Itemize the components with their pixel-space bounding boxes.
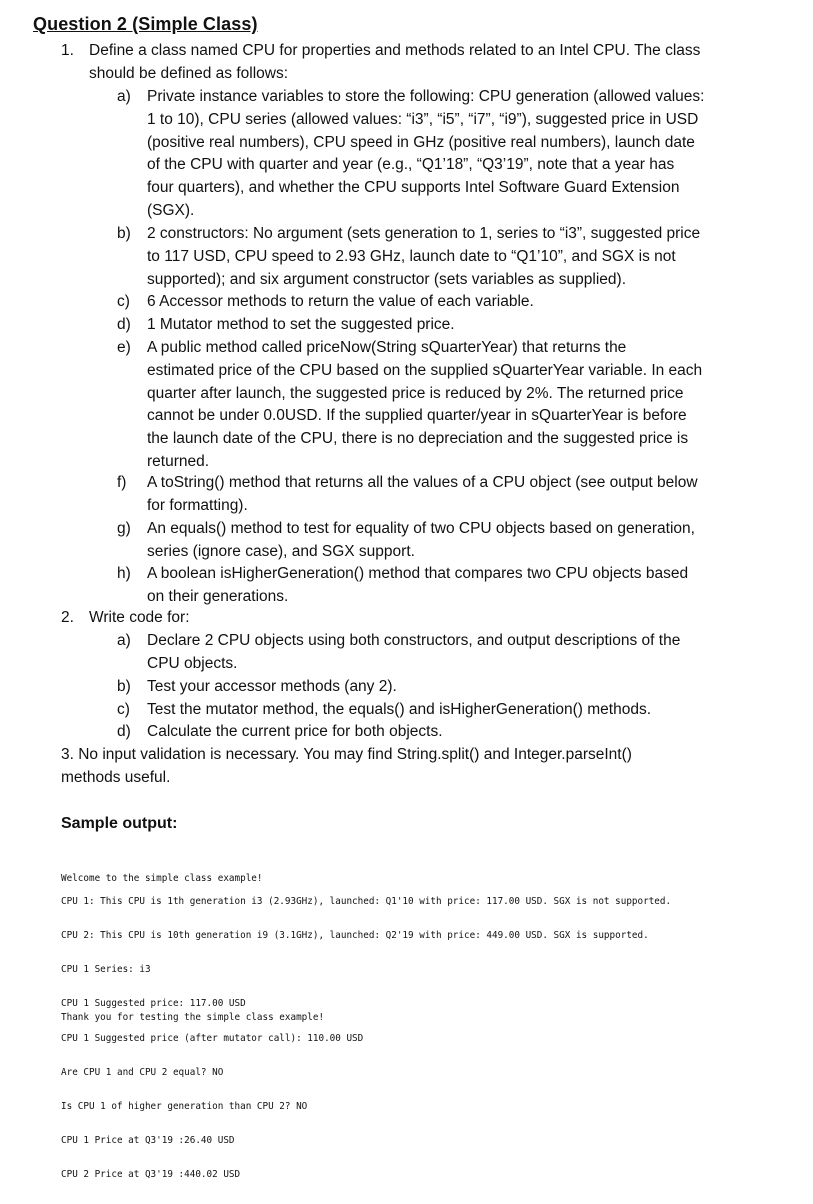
- item-text: [147, 518, 695, 564]
- text-line: (positive real numbers), CPU speed in GHz (positive real numbers), launch date: [147, 133, 695, 151]
- text-line: An equals() method to test for equality of two CPU objects based on generation,: [147, 520, 695, 537]
- item-text: [147, 699, 651, 722]
- item-label: b): [117, 225, 131, 242]
- item-label: c): [117, 701, 130, 718]
- item-text: [147, 721, 443, 744]
- console-line: Are CPU 1 and CPU 2 equal? NO: [61, 1066, 224, 1078]
- text-line: A public method called priceNow(String sQuarterYear) that returns the: [147, 339, 627, 356]
- text-line: Define a class named CPU for properties and methods related to an Intel CPU. The class: [89, 42, 701, 59]
- text-line: Test the mutator method, the equals() and isHigherGeneration() methods.: [147, 701, 652, 718]
- item-label: f): [117, 474, 127, 491]
- console-line: CPU 1: This CPU is 1th generation i3 (2.93GHz), launched: Q1'10 with price: 117.00 USD. SGX is not supported.: [61, 895, 672, 907]
- question-1-text: [89, 40, 700, 86]
- text-line: estimated price of the CPU based on the supplied sQuarterYear variable. In each: [147, 361, 703, 379]
- text-line: CPU objects.: [147, 654, 238, 672]
- item-label: g): [117, 520, 131, 537]
- console-line: CPU 1 Suggested price (after mutator call): 110.00 USD: [61, 1032, 364, 1044]
- text-line: cannot be under 0.0USD. If the supplied quarter/year in sQuarterYear is before: [147, 407, 687, 425]
- item-label: c): [117, 293, 130, 310]
- text-line: should be defined as follows:: [89, 64, 289, 82]
- item-label: h): [117, 565, 131, 582]
- console-line: CPU 1 Price at Q3'19 :26.40 USD: [61, 1135, 235, 1147]
- item-text: [147, 86, 704, 223]
- text-line: Calculate the current price for both objects.: [147, 723, 443, 740]
- question-2-number: 2.: [61, 609, 74, 626]
- text-line: methods useful.: [61, 768, 171, 786]
- text-line: 1 to 10), CPU series (allowed values: “i3”, “i5”, “i7”, “i9”), suggested price in USD: [147, 110, 699, 128]
- text-line: on their generations.: [147, 587, 289, 605]
- text-line: A boolean isHigherGeneration() method that compares two CPU objects based: [147, 565, 689, 582]
- text-line: 2 constructors: No argument (sets generation to 1, series to “i3”, suggested price: [147, 225, 701, 242]
- text-line: the launch date of the CPU, there is no depreciation and the suggested price is: [147, 430, 689, 448]
- item-text: [147, 314, 455, 337]
- item-label: a): [117, 632, 131, 649]
- text-line: 1 Mutator method to set the suggested price.: [147, 316, 455, 333]
- question-1-number: 1.: [61, 42, 74, 59]
- item-text: [147, 630, 680, 676]
- item-label: a): [117, 88, 131, 105]
- console-line: CPU 1 Suggested price: 117.00 USD: [61, 998, 246, 1010]
- text-line: for formatting).: [147, 496, 248, 514]
- item-text: [147, 291, 534, 314]
- text-line: (SGX).: [147, 201, 195, 219]
- item-text: [147, 676, 397, 699]
- text-line: of the CPU with quarter and year (e.g., “Q1’18”, “Q3’19”, note that a year has: [147, 156, 675, 174]
- text-line: Test your accessor methods (any 2).: [147, 678, 397, 695]
- text-line: 6 Accessor methods to return the value of each variable.: [147, 293, 534, 310]
- text-line: Private instance variables to store the following: CPU generation (allowed values:: [147, 88, 705, 105]
- item-text: [147, 337, 702, 474]
- text-line: returned.: [147, 452, 210, 470]
- text-line: Write code for:: [89, 609, 190, 626]
- question-3: [61, 744, 632, 790]
- text-line: to 117 USD, CPU speed to 2.93 GHz, launch date to “Q1’10”, and SGX is not: [147, 247, 676, 265]
- item-text: [147, 223, 700, 291]
- text-line: supported); and six argument constructor (sets variables as supplied).: [147, 270, 627, 288]
- console-line: CPU 2 Price at Q3'19 :440.02 USD: [61, 1169, 241, 1181]
- question-2-text: [89, 607, 190, 630]
- text-line: 3. No input validation is necessary. You may find String.split() and Integer.parseInt(): [61, 746, 632, 763]
- console-line: CPU 2: This CPU is 10th generation i9 (3.1GHz), launched: Q2'19 with price: 449.00 USD. SGX is supported.: [61, 930, 649, 942]
- item-label: b): [117, 678, 131, 695]
- console-line: Thank you for testing the simple class example!: [61, 1011, 325, 1023]
- text-line: A toString() method that returns all the values of a CPU object (see output below: [147, 474, 698, 491]
- text-line: series (ignore case), and SGX support.: [147, 542, 415, 560]
- question-title: Question 2 (Simple Class): [33, 14, 258, 34]
- item-text: [147, 563, 688, 609]
- item-label: d): [117, 723, 131, 740]
- console-line: CPU 1 Series: i3: [61, 964, 151, 976]
- item-text: [147, 472, 698, 518]
- console-line: Is CPU 1 of higher generation than CPU 2? NO: [61, 1101, 308, 1113]
- console-goodbye: [61, 989, 324, 1046]
- sample-output-heading: Sample output:: [61, 815, 178, 832]
- console-line: Welcome to the simple class example!: [61, 872, 263, 884]
- text-line: Declare 2 CPU objects using both constructors, and output descriptions of the: [147, 632, 681, 649]
- text-line: quarter after launch, the suggested price is reduced by 2%. The returned price: [147, 384, 684, 402]
- item-label: e): [117, 339, 131, 356]
- text-line: four quarters), and whether the CPU supports Intel Software Guard Extension: [147, 179, 680, 197]
- item-label: d): [117, 316, 131, 333]
